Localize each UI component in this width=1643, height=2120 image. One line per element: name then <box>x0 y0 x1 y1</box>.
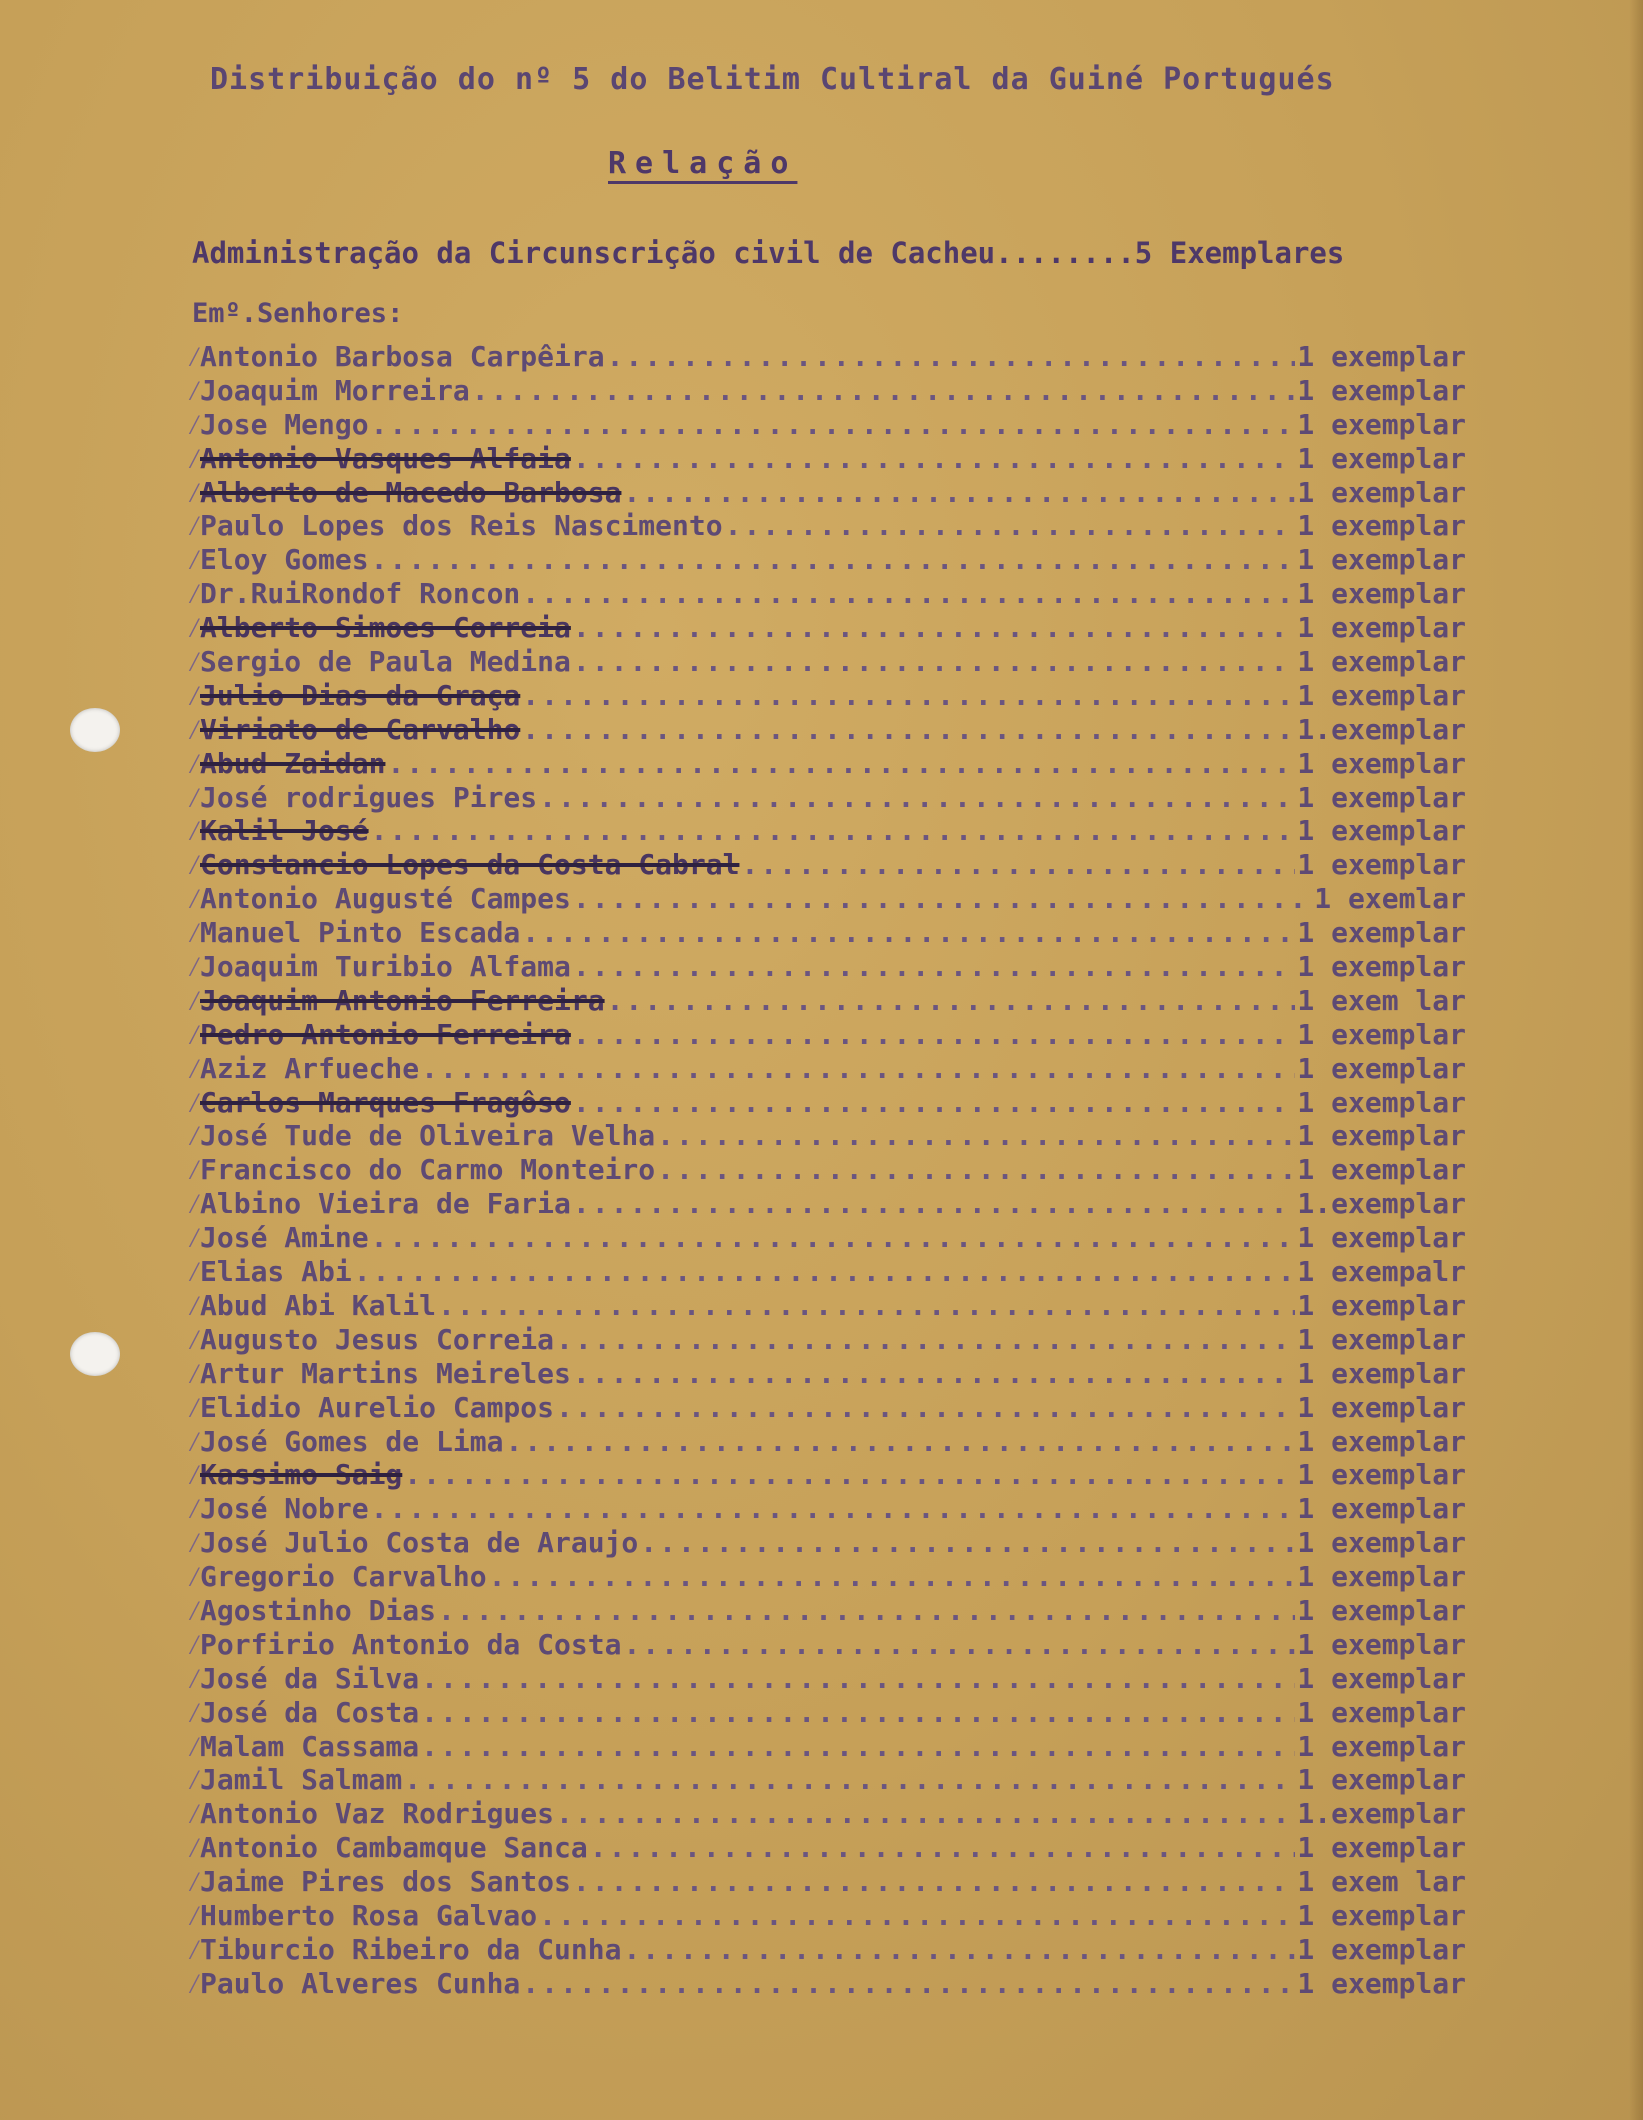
check-mark-icon: ⁄ <box>186 1187 203 1221</box>
paper-edge <box>1629 0 1643 2120</box>
recipient-name: José Tude de Oliveira Velha <box>200 1119 656 1153</box>
dot-leader <box>573 645 1296 678</box>
dot-leader <box>607 340 1296 373</box>
dot-leader <box>371 408 1296 441</box>
recipient-name: José da Costa <box>200 1695 420 1729</box>
recipient-name: Albino Vieira de Faria <box>200 1187 571 1221</box>
list-item <box>186 1492 1466 1526</box>
list-item <box>186 442 1466 476</box>
copy-quantity: 1 exempalr <box>1297 1255 1466 1289</box>
recipient-name: Augusto Jesus Correia <box>200 1322 555 1356</box>
recipient-name: Abud Abi Kalil <box>200 1288 437 1322</box>
check-mark-icon: ⁄ <box>186 1390 203 1424</box>
list-item <box>186 1967 1466 2001</box>
copy-quantity: 1 exemplar <box>1297 1051 1466 1085</box>
check-mark-icon: ⁄ <box>186 848 203 882</box>
list-item <box>186 408 1466 442</box>
copy-quantity: 1 exemplar <box>1297 678 1466 712</box>
list-item <box>186 611 1466 645</box>
check-mark-icon: ⁄ <box>186 678 203 712</box>
copy-quantity: 1 exemplar <box>1297 1356 1466 1390</box>
copy-quantity: 1 exemplar <box>1297 1966 1466 2000</box>
dot-leader <box>741 848 1295 881</box>
copy-quantity: 1 exemplar <box>1297 1424 1466 1458</box>
dot-leader <box>573 950 1296 983</box>
list-item <box>186 543 1466 577</box>
check-mark-icon: ⁄ <box>186 814 203 848</box>
copy-quantity: 1 exemplar <box>1297 475 1466 509</box>
dot-leader <box>421 1730 1295 1763</box>
copy-quantity: 1 exemplar <box>1297 1153 1466 1187</box>
dot-leader <box>421 1052 1295 1085</box>
list-item <box>186 882 1466 916</box>
list-item <box>186 848 1466 882</box>
recipient-name: Alberto Simoes Correia <box>200 611 571 645</box>
administration-line: Administração da Circunscrição civil de Cacheu........5 Exemplares <box>192 236 1345 270</box>
document-subtitle: Relação <box>608 146 798 181</box>
dot-leader <box>522 1967 1295 2000</box>
copy-quantity: 1 exemplar <box>1297 543 1466 577</box>
copy-quantity: 1 exemplar <box>1297 509 1466 543</box>
list-item <box>186 679 1466 713</box>
check-mark-icon: ⁄ <box>186 1932 203 1966</box>
recipient-name: Paulo Alveres Cunha <box>200 1966 521 2000</box>
check-mark-icon: ⁄ <box>186 1322 203 1356</box>
copy-quantity: 1 exemplar <box>1297 441 1466 475</box>
recipient-name: José da Silva <box>200 1661 420 1695</box>
recipient-name: Abud Zaidan <box>200 746 386 780</box>
dot-leader <box>623 476 1295 509</box>
recipient-name: Humberto Rosa Galvao <box>200 1898 538 1932</box>
list-item <box>186 476 1466 510</box>
recipient-name: José Julio Costa de Araujo <box>200 1526 639 1560</box>
recipient-name: Antonio Barbosa Carpêira <box>200 340 605 373</box>
dot-leader <box>438 1594 1295 1627</box>
copy-quantity: 1 exemplar <box>1297 1831 1466 1865</box>
check-mark-icon: ⁄ <box>186 645 203 679</box>
recipient-name: Constancio Lopes da Costa Cabral <box>200 848 740 882</box>
check-mark-icon: ⁄ <box>186 1898 203 1932</box>
dot-leader <box>371 814 1296 847</box>
check-mark-icon: ⁄ <box>186 983 203 1017</box>
copy-quantity: 1.exemplar <box>1297 1797 1466 1831</box>
dot-leader <box>421 1662 1295 1695</box>
recipient-name: Carlos Marques Fragôso <box>200 1085 571 1119</box>
check-mark-icon: ⁄ <box>186 1458 203 1492</box>
recipient-list <box>186 340 1466 2001</box>
recipient-name: Alberto de Macedo Barbosa <box>200 475 622 509</box>
dot-leader <box>556 1797 1295 1830</box>
recipient-name: José Gomes de Lima <box>200 1424 504 1458</box>
dot-leader <box>573 611 1296 644</box>
recipient-name: Joaquim Morreira <box>200 373 470 407</box>
copy-quantity: 1 exemplar <box>1297 1221 1466 1255</box>
copy-quantity: 1 exemplar <box>1297 340 1466 373</box>
list-item <box>186 916 1466 950</box>
punch-hole-bottom <box>70 1332 120 1376</box>
check-mark-icon: ⁄ <box>186 611 203 645</box>
check-mark-icon: ⁄ <box>186 1797 203 1831</box>
check-mark-icon: ⁄ <box>186 950 203 984</box>
dot-leader <box>573 1865 1296 1898</box>
copy-quantity: 1 exemplar <box>1297 1661 1466 1695</box>
recipient-name: Porfirio Antonio da Costa <box>200 1627 622 1661</box>
check-mark-icon: ⁄ <box>186 1085 203 1119</box>
check-mark-icon: ⁄ <box>186 1695 203 1729</box>
list-item <box>186 1153 1466 1187</box>
list-item <box>186 1594 1466 1628</box>
dot-leader <box>556 1391 1295 1424</box>
list-item <box>186 1255 1466 1289</box>
dot-leader <box>657 1153 1295 1186</box>
recipient-name: Sergio de Paula Medina <box>200 645 571 679</box>
list-item <box>186 1797 1466 1831</box>
list-item <box>186 374 1466 408</box>
dot-leader <box>573 1357 1296 1390</box>
copy-quantity: 1 exemplar <box>1297 1560 1466 1594</box>
check-mark-icon: ⁄ <box>186 1729 203 1763</box>
copy-quantity: 1 exemplar <box>1297 1526 1466 1560</box>
copy-quantity: 1 exemplar <box>1297 611 1466 645</box>
dot-leader <box>522 679 1295 712</box>
dot-leader <box>472 374 1296 407</box>
check-mark-icon: ⁄ <box>186 1831 203 1865</box>
dot-leader <box>354 1255 1296 1288</box>
dot-leader <box>573 1187 1296 1220</box>
recipient-name: Elidio Aurelio Campos <box>200 1390 555 1424</box>
list-item <box>186 1458 1466 1492</box>
list-item <box>186 713 1466 747</box>
check-mark-icon: ⁄ <box>186 1424 203 1458</box>
check-mark-icon: ⁄ <box>186 1763 203 1797</box>
recipient-name: Antonio Augusté Campes <box>200 882 571 916</box>
check-mark-icon: ⁄ <box>186 1865 203 1899</box>
dot-leader <box>522 577 1295 610</box>
copy-quantity: 1 exemplar <box>1297 1729 1466 1763</box>
check-mark-icon: ⁄ <box>186 373 203 407</box>
list-item <box>186 1628 1466 1662</box>
dot-leader <box>387 747 1295 780</box>
list-item <box>186 1696 1466 1730</box>
dot-leader <box>623 1628 1295 1661</box>
dot-leader <box>640 1526 1295 1559</box>
dot-leader <box>522 713 1295 746</box>
recipient-name: Jose Mengo <box>200 407 369 441</box>
check-mark-icon: ⁄ <box>186 1593 203 1627</box>
copy-quantity: 1 exemplar <box>1297 1119 1466 1153</box>
dot-leader <box>573 442 1296 475</box>
copy-quantity: 1 exemplar <box>1297 1458 1466 1492</box>
check-mark-icon: ⁄ <box>186 1153 203 1187</box>
list-item <box>186 1187 1466 1221</box>
dot-leader <box>556 1323 1295 1356</box>
list-item <box>186 1730 1466 1764</box>
check-mark-icon: ⁄ <box>186 543 203 577</box>
copy-quantity: 1 exemplar <box>1297 1627 1466 1661</box>
check-mark-icon: ⁄ <box>186 1356 203 1390</box>
list-item <box>186 1763 1466 1797</box>
copy-quantity: 1 exemplar <box>1297 1763 1466 1797</box>
check-mark-icon: ⁄ <box>186 712 203 746</box>
copy-quantity: 1 exemplar <box>1297 814 1466 848</box>
punch-hole-top <box>70 708 120 752</box>
dot-leader <box>438 1289 1295 1322</box>
recipient-name: José Amine <box>200 1221 369 1255</box>
list-item <box>186 950 1466 984</box>
dot-leader <box>573 1018 1296 1051</box>
dot-leader <box>522 916 1295 949</box>
dot-leader <box>489 1560 1296 1593</box>
copy-quantity: 1 exemplar <box>1297 746 1466 780</box>
check-mark-icon: ⁄ <box>186 780 203 814</box>
copy-quantity: 1 exemplar <box>1297 1695 1466 1729</box>
check-mark-icon: ⁄ <box>186 577 203 611</box>
recipient-name: Manuel Pinto Escada <box>200 916 521 950</box>
recipient-name: Aziz Arfueche <box>200 1051 420 1085</box>
list-item <box>186 814 1466 848</box>
recipient-name: José rodrigues Pires <box>200 780 538 814</box>
copy-quantity: 1 exemplar <box>1297 1593 1466 1627</box>
list-item <box>186 1289 1466 1323</box>
recipient-name: Antonio Cambamque Sanca <box>200 1831 588 1865</box>
check-mark-icon: ⁄ <box>186 1288 203 1322</box>
list-item <box>186 509 1466 543</box>
dot-leader <box>573 882 1312 915</box>
check-mark-icon: ⁄ <box>186 746 203 780</box>
check-mark-icon: ⁄ <box>186 475 203 509</box>
copy-quantity: 1 exemplar <box>1297 645 1466 679</box>
salutation: Emº.Senhores: <box>192 298 404 329</box>
recipient-name: Julio Dias da Graça <box>200 678 521 712</box>
recipient-name: Joaquim Antonio Ferreira <box>200 983 605 1017</box>
recipient-name: Agostinho Dias <box>200 1593 437 1627</box>
copy-quantity: 1.exemplar <box>1297 712 1466 746</box>
recipient-name: Dr.RuiRondof Roncon <box>200 577 521 611</box>
list-item <box>186 1865 1466 1899</box>
copy-quantity: 1 exemplar <box>1297 916 1466 950</box>
copy-quantity: 1 exemplar <box>1297 1898 1466 1932</box>
copy-quantity: 1 exemplar <box>1297 1492 1466 1526</box>
recipient-name: Antonio Vaz Rodrigues <box>200 1797 555 1831</box>
copy-quantity: 1 exemplar <box>1297 373 1466 407</box>
recipient-name: Elias Abi <box>200 1255 352 1289</box>
recipient-name: Eloy Gomes <box>200 543 369 577</box>
copy-quantity: 1 exemplar <box>1297 1085 1466 1119</box>
recipient-name: Antonio Vasques Alfaia <box>200 441 571 475</box>
list-item <box>186 1357 1466 1391</box>
dot-leader <box>505 1425 1295 1458</box>
recipient-name: Francisco do Carmo Monteiro <box>200 1153 656 1187</box>
check-mark-icon: ⁄ <box>186 916 203 950</box>
list-item <box>186 1899 1466 1933</box>
list-item <box>186 1526 1466 1560</box>
recipient-name: Kalil José <box>200 814 369 848</box>
list-item <box>186 1221 1466 1255</box>
list-item <box>186 747 1466 781</box>
check-mark-icon: ⁄ <box>186 340 203 373</box>
check-mark-icon: ⁄ <box>186 1966 203 2000</box>
copy-quantity: 1 exemplar <box>1297 577 1466 611</box>
list-item <box>186 781 1466 815</box>
list-item <box>186 1086 1466 1120</box>
copy-quantity: 1 exemplar <box>1297 780 1466 814</box>
check-mark-icon: ⁄ <box>186 882 203 916</box>
recipient-name: Jaime Pires dos Santos <box>200 1865 571 1899</box>
recipient-name: Kassimo Saig <box>200 1458 403 1492</box>
check-mark-icon: ⁄ <box>186 1255 203 1289</box>
check-mark-icon: ⁄ <box>186 407 203 441</box>
recipient-name: Gregorio Carvalho <box>200 1560 487 1594</box>
copy-quantity: 1 exemplar <box>1297 1017 1466 1051</box>
copy-quantity: 1 exem lar <box>1297 1865 1466 1899</box>
check-mark-icon: ⁄ <box>186 1221 203 1255</box>
list-item <box>186 1323 1466 1357</box>
dot-leader <box>590 1831 1296 1864</box>
check-mark-icon: ⁄ <box>186 1119 203 1153</box>
list-item <box>186 1425 1466 1459</box>
list-item <box>186 340 1466 374</box>
list-item <box>186 1052 1466 1086</box>
copy-quantity: 1 exemplar <box>1297 1932 1466 1966</box>
list-item <box>186 645 1466 679</box>
copy-quantity: 1 exemplar <box>1297 1322 1466 1356</box>
dot-leader <box>404 1763 1295 1796</box>
recipient-name: Jamil Salmam <box>200 1763 403 1797</box>
check-mark-icon: ⁄ <box>186 1526 203 1560</box>
list-item <box>186 1119 1466 1153</box>
check-mark-icon: ⁄ <box>186 1661 203 1695</box>
dot-leader <box>725 509 1296 542</box>
dot-leader <box>371 1221 1296 1254</box>
check-mark-icon: ⁄ <box>186 1627 203 1661</box>
recipient-name: Joaquim Turibio Alfama <box>200 950 571 984</box>
dot-leader <box>371 543 1296 576</box>
check-mark-icon: ⁄ <box>186 441 203 475</box>
recipient-name: José Nobre <box>200 1492 369 1526</box>
copy-quantity: 1 exemplar <box>1297 848 1466 882</box>
list-item <box>186 1831 1466 1865</box>
recipient-name: Paulo Lopes dos Reis Nascimento <box>200 509 723 543</box>
dot-leader <box>421 1696 1295 1729</box>
dot-leader <box>371 1492 1296 1525</box>
recipient-name: Malam Cassama <box>200 1729 420 1763</box>
copy-quantity: 1.exemplar <box>1297 1187 1466 1221</box>
copy-quantity: 1 exemplar <box>1297 950 1466 984</box>
recipient-name: Viriato de Carvalho <box>200 712 521 746</box>
copy-quantity: 1 exem lar <box>1297 983 1466 1017</box>
recipient-name: Tiburcio Ribeiro da Cunha <box>200 1932 622 1966</box>
list-item <box>186 1662 1466 1696</box>
check-mark-icon: ⁄ <box>186 509 203 543</box>
dot-leader <box>539 1899 1295 1932</box>
dot-leader <box>539 781 1295 814</box>
copy-quantity: 1 exemplar <box>1297 1288 1466 1322</box>
dot-leader <box>657 1119 1295 1152</box>
document-heading: Distribuição do nº 5 do Belitim Cultiral da Guiné Portugués <box>210 62 1335 97</box>
recipient-name: Pedro Antonio Ferreira <box>200 1017 571 1051</box>
list-item <box>186 577 1466 611</box>
dot-leader <box>623 1933 1295 1966</box>
check-mark-icon: ⁄ <box>186 1560 203 1594</box>
list-item <box>186 1391 1466 1425</box>
dot-leader <box>607 984 1296 1017</box>
dot-leader <box>404 1458 1295 1491</box>
list-item <box>186 984 1466 1018</box>
recipient-name: Artur Martins Meireles <box>200 1356 571 1390</box>
check-mark-icon: ⁄ <box>186 1051 203 1085</box>
dot-leader <box>573 1086 1296 1119</box>
copy-quantity: 1 exemplar <box>1297 407 1466 441</box>
check-mark-icon: ⁄ <box>186 1017 203 1051</box>
copy-quantity: 1 exemlar <box>1314 882 1466 916</box>
list-item <box>186 1933 1466 1967</box>
check-mark-icon: ⁄ <box>186 1492 203 1526</box>
list-item <box>186 1560 1466 1594</box>
list-item <box>186 1018 1466 1052</box>
copy-quantity: 1 exemplar <box>1297 1390 1466 1424</box>
